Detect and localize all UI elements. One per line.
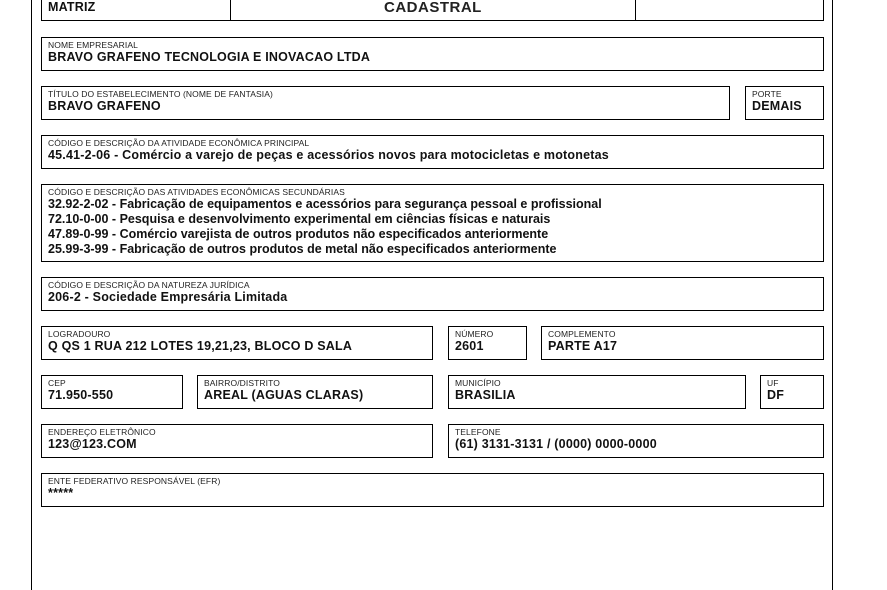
titulo-label: TÍTULO DO ESTABELECIMENTO (NOME DE FANTASIA) — [48, 89, 273, 99]
municipio-value: BRASILIA — [455, 388, 516, 402]
nome-empresarial-value: BRAVO GRAFENO TECNOLOGIA E INOVACAO LTDA — [48, 50, 371, 64]
email-box — [41, 424, 433, 458]
atividade-secundaria-item: 32.92-2-02 - Fabricação de equipamentos e acessórios para segurança pessoal e profissional — [48, 197, 602, 211]
logradouro-value: Q QS 1 RUA 212 LOTES 19,21,23, BLOCO D SALA — [48, 339, 353, 353]
atividade-principal-box — [41, 135, 824, 169]
nome-empresarial-label: NOME EMPRESARIAL — [48, 40, 138, 50]
telefone-value: (61) 3131-3131 / (0000) 0000-0000 — [455, 437, 657, 451]
situacao-title: CADASTRAL — [384, 0, 482, 16]
numero-value: 2601 — [455, 339, 484, 353]
tipo-box — [41, 0, 231, 21]
situacao-box — [230, 0, 636, 21]
cep-value: 71.950-550 — [48, 388, 114, 402]
porte-box — [745, 86, 824, 120]
natureza-juridica-value: 206-2 - Sociedade Empresária Limitada — [48, 290, 288, 304]
logradouro-box — [41, 326, 433, 360]
bairro-value: AREAL (AGUAS CLARAS) — [204, 388, 364, 402]
complemento-value: PARTE A17 — [548, 339, 618, 353]
numero-label: NÚMERO — [455, 329, 494, 339]
complemento-box — [541, 326, 824, 360]
bairro-box — [197, 375, 433, 409]
atividade-secundaria-item: 25.99-3-99 - Fabricação de outros produtos de metal não especificados anteriormente — [48, 242, 557, 256]
atividade-principal-label: CÓDIGO E DESCRIÇÃO DA ATIVIDADE ECONÔMICA PRINCIPAL — [48, 138, 310, 148]
efr-label: ENTE FEDERATIVO RESPONSÁVEL (EFR) — [48, 476, 221, 486]
uf-value: DF — [767, 388, 785, 402]
email-label: ENDEREÇO ELETRÔNICO — [48, 427, 156, 437]
efr-value: ***** — [48, 486, 74, 500]
telefone-label: TELEFONE — [455, 427, 501, 437]
atividades-secundarias-label: CÓDIGO E DESCRIÇÃO DAS ATIVIDADES ECONÔMICAS SECUNDÁRIAS — [48, 187, 345, 197]
atividades-secundarias-list — [48, 197, 602, 257]
natureza-juridica-label: CÓDIGO E DESCRIÇÃO DA NATUREZA JURÍDICA — [48, 280, 250, 290]
nome-empresarial-box — [41, 37, 824, 71]
municipio-box — [448, 375, 746, 409]
cep-box — [41, 375, 183, 409]
email-value: 123@123.COM — [48, 437, 137, 451]
bairro-label: BAIRRO/DISTRITO — [204, 378, 280, 388]
natureza-juridica-box — [41, 277, 824, 311]
atividade-secundaria-item: 72.10-0-00 - Pesquisa e desenvolvimento experimental em ciências físicas e naturais — [48, 212, 551, 226]
uf-box — [760, 375, 824, 409]
logradouro-label: LOGRADOURO — [48, 329, 111, 339]
efr-box — [41, 473, 824, 507]
complemento-label: COMPLEMENTO — [548, 329, 616, 339]
titulo-box — [41, 86, 730, 120]
titulo-value: BRAVO GRAFENO — [48, 99, 161, 113]
atividade-principal-value: 45.41-2-06 - Comércio a varejo de peças e acessórios novos para motocicletas e motonetas — [48, 148, 609, 162]
uf-label: UF — [767, 378, 779, 388]
porte-label: PORTE — [752, 89, 782, 99]
atividade-secundaria-item: 47.89-0-99 - Comércio varejista de outros produtos não especificados anteriormente — [48, 227, 549, 241]
porte-value: DEMAIS — [752, 99, 802, 113]
telefone-box — [448, 424, 824, 458]
numero-box — [448, 326, 527, 360]
cep-label: CEP — [48, 378, 66, 388]
tipo-value: MATRIZ — [48, 0, 96, 14]
top-right-box — [635, 0, 824, 21]
municipio-label: MUNICÍPIO — [455, 378, 501, 388]
atividades-secundarias-box — [41, 184, 824, 262]
